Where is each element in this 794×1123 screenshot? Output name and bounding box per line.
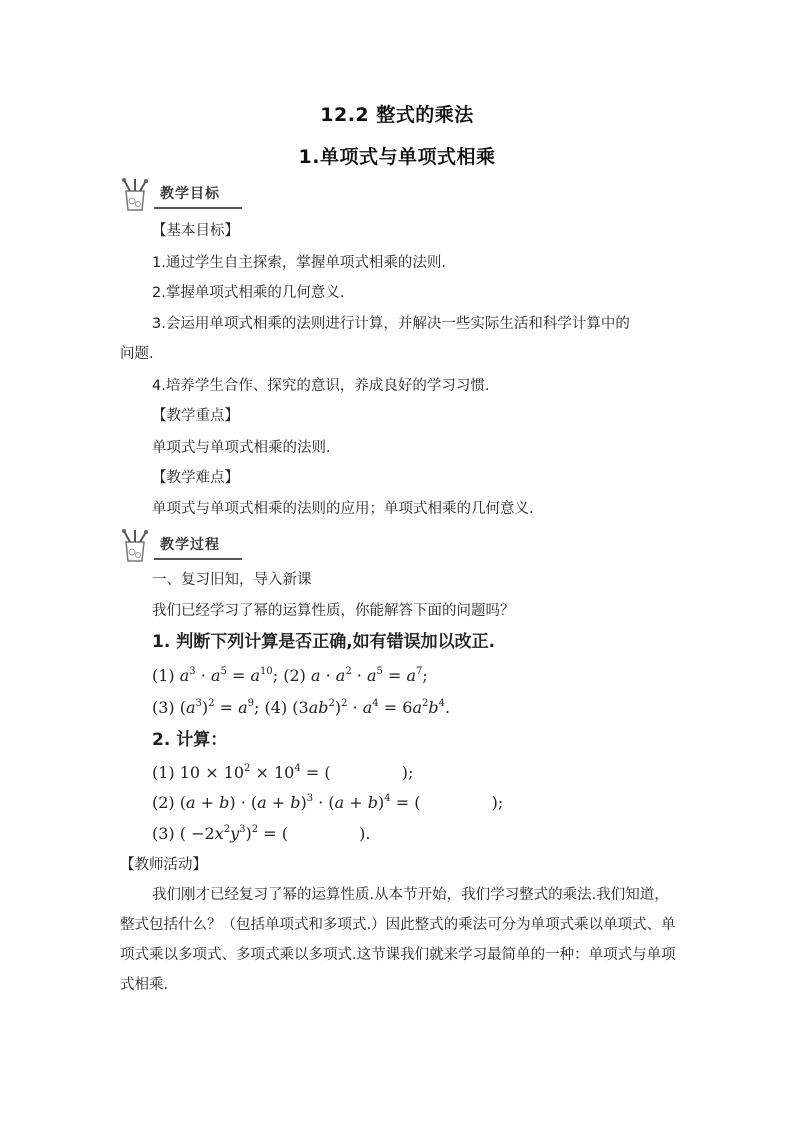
key-point-heading: 【教学重点】 <box>152 408 239 424</box>
badge-underline <box>154 558 242 560</box>
math-line-5: (3) ( $-2x^2y^3)^2$ = ( ). <box>152 824 371 843</box>
document-subtitle: 1.单项式与单项式相乘 <box>298 146 496 168</box>
math-line-4: (2) $(a + b) \cdot (a + b)^3 \cdot (a + b)^4$ = ( ); <box>152 793 504 812</box>
teacher-activity-paragraph: 我们刚才已经复习了幂的运算性质.从本节开始，我们学习整式的乘法.我们知道，整式包括什么？（包括单项式和多项式.）因此整式的乘法可分为单项式乘以单项式、单项式乘以多项式、多项式乘以多项式.这节课我们就来学习最简单的一种：单项式与单项式相乘. <box>120 887 676 993</box>
difficulty-heading: 【教学难点】 <box>152 470 239 486</box>
question-1: 1. 判断下列计算是否正确,如有错误加以改正. <box>152 632 496 652</box>
intro-question: 我们已经学习了幂的运算性质，你能解答下面的问题吗？ <box>152 603 515 619</box>
math-line-3: (1) $10 \times 10^2 \times 10^4$ = ( ); <box>152 763 414 782</box>
question-2: 2. 计算： <box>152 730 228 750</box>
step-heading: 一、复习旧知，导入新课 <box>152 572 312 588</box>
key-point-text: 单项式与单项式相乘的法则. <box>152 440 331 456</box>
section-badge-goals <box>118 177 244 213</box>
section-badge-label: 教学目标 <box>160 186 220 202</box>
pencil-cup-icon <box>118 177 154 213</box>
math-line-1: (1) $a^3 \cdot a^5 = a^{10}$; (2) $a \cdot a^2 \cdot a^5 = a^7$; <box>152 666 428 685</box>
pencil-cup-icon <box>118 528 154 564</box>
math-line-2: (3) $(a^3)^2 = a^9$; (4) $(3ab^2)^2 \cdot a^4 = 6a^2b^4$. <box>152 698 451 717</box>
goal-item-2: 2.掌握单项式相乘的几何意义. <box>152 285 345 301</box>
badge-underline <box>154 207 242 209</box>
goal-item-3: 3.会运用单项式相乘的法则进行计算，并解决一些实际生活和科学计算中的 <box>152 316 630 332</box>
section-badge-process <box>118 528 244 564</box>
goal-item-1: 1.通过学生自主探索，掌握单项式相乘的法则. <box>152 255 446 271</box>
difficulty-text: 单项式与单项式相乘的法则的应用；单项式相乘的几何意义. <box>152 501 534 517</box>
goal-item-4: 4.培养学生合作、探究的意识，养成良好的学习习惯. <box>152 378 490 394</box>
teacher-activity-heading: 【教师活动】 <box>120 857 207 873</box>
basic-goal-heading: 【基本目标】 <box>152 223 239 239</box>
goal-item-3-cont: 问题. <box>120 346 154 362</box>
section-badge-label: 教学过程 <box>160 537 220 553</box>
document-title: 12.2 整式的乘法 <box>320 104 474 126</box>
